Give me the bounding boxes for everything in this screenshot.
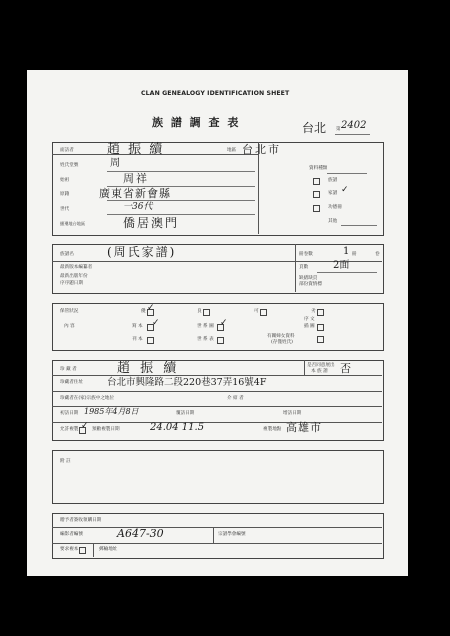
- notes-remark-label: 附 註: [60, 459, 71, 464]
- introducer-label: 介 紹 者: [227, 396, 244, 401]
- tablet-label: 家譜: [328, 191, 338, 196]
- first-visit-value: 1985年4月8日: [84, 407, 139, 416]
- tablet-checkbox[interactable]: [313, 191, 320, 198]
- illustration-label: 插 圖: [304, 324, 315, 329]
- generation-label: 世代: [60, 207, 70, 212]
- genealogy-title-value: (周氏家譜): [107, 245, 177, 259]
- region-value: 台北市: [242, 143, 281, 156]
- preface-date-label: 序序題日期: [60, 281, 83, 286]
- data-type-label: 資料種類: [309, 166, 328, 171]
- catalog-value: A647-30: [117, 527, 164, 540]
- editor-label: 最新版本編纂者: [60, 265, 93, 270]
- surname-value: 周: [110, 158, 120, 169]
- cond-good-checkbox[interactable]: [203, 309, 210, 316]
- cond-excellent-label: 優: [141, 309, 146, 314]
- expected-copy-label: 預敝複製日期: [92, 427, 120, 432]
- handwritten-region: 台北: [302, 121, 327, 135]
- origin-value: 廣東省新會縣: [99, 187, 171, 200]
- first-visit-label: 初訪日期: [60, 411, 79, 416]
- donor-label: 贈予者簽收領購日期: [60, 518, 102, 523]
- volumes-unit2: 卷: [375, 252, 380, 257]
- holder-value: 趙 振 續: [117, 361, 180, 376]
- lineage-table-checkbox[interactable]: [217, 337, 224, 344]
- holder-address-value: 台北市興隆路二段220巷37弄16號4F: [107, 377, 267, 388]
- handwritten-label: 寫 本: [132, 324, 143, 329]
- genealogy-checkbox[interactable]: [313, 178, 320, 185]
- allow-copy-check-mark: ✓: [81, 421, 89, 431]
- local-catalog-label: 宗譜學會編號: [218, 532, 246, 537]
- other-label: 其他: [328, 219, 338, 224]
- mail-address-label: 郵輸地址: [99, 547, 118, 552]
- ancestral-label: 功德冊: [328, 205, 342, 210]
- condition-label: 保管狀況: [60, 309, 79, 314]
- volumes-unit: 冊: [352, 252, 357, 257]
- clan-role-label: 珍藏者在(家)宗族中之地位: [60, 396, 115, 401]
- origin-label: 原籍: [60, 192, 70, 197]
- region-label: 地區: [227, 148, 237, 153]
- genealogy-sheet: [27, 70, 408, 576]
- number-prefix: 第: [336, 127, 341, 132]
- revisit-label: 覆訪日期: [176, 411, 195, 416]
- holder-address-label: 珍藏者住址: [60, 380, 83, 385]
- chinese-title: 族 譜 調 查 表: [152, 116, 241, 129]
- cond-fair-label: 可: [254, 309, 259, 314]
- publish-year-label: 最新出版年份: [60, 274, 88, 279]
- handwritten-number: 2402: [341, 120, 367, 131]
- lineage-check-mark: ✓: [220, 318, 228, 328]
- english-title: CLAN GENEALOGY IDENTIFICATION SHEET: [141, 90, 290, 97]
- illustration-checkbox[interactable]: [317, 324, 324, 331]
- lineage-table-label: 世 系 表: [197, 337, 214, 342]
- missing-sub-label: 部份資情標: [299, 282, 322, 287]
- allowed-value: 否: [340, 362, 351, 375]
- cond-poor-label: 劣: [311, 309, 316, 314]
- return-copy-checkbox[interactable]: [79, 547, 86, 554]
- women-checkbox[interactable]: [317, 336, 324, 343]
- printed-label: 刊 本: [132, 337, 143, 342]
- cond-good-label: 良: [197, 309, 202, 314]
- pages-label: 頁數: [299, 265, 309, 270]
- lineage-label: 世 系 圖: [197, 324, 214, 329]
- added-visit-label: 增訪日期: [283, 411, 302, 416]
- women-sub-label: (存僅姓氏): [271, 340, 293, 345]
- missing-label: 缺繕缺頁: [299, 276, 318, 281]
- allow-copy-label: 允許複製: [60, 427, 79, 432]
- ancestral-checkbox[interactable]: [313, 205, 320, 212]
- generation-value: 一36代: [123, 202, 153, 212]
- allowed-label: 是否同意展出: [307, 363, 335, 368]
- genealogy-label: 族譜: [328, 178, 338, 183]
- copy-place-label: 複製地點: [263, 427, 282, 432]
- expected-copy-value: 24.04 11.5: [150, 422, 205, 433]
- surname-label: 姓氏堂號: [60, 163, 79, 168]
- migration-label: 播遷地台地區: [60, 221, 86, 226]
- return-copy-label: 要求複本: [60, 547, 79, 552]
- tablet-check-mark: ✓: [341, 185, 349, 195]
- content-label: 內 容: [64, 324, 75, 329]
- holder-label: 珍 藏 者: [60, 367, 77, 372]
- migration-value: 僑居澳門: [123, 216, 180, 230]
- allowed-sub-label: 本 族 譜: [311, 369, 328, 374]
- copy-place-value: 高雄市: [286, 421, 322, 434]
- women-label: 有關婦女資料: [267, 334, 295, 339]
- ancestor-label: 始祖: [60, 178, 70, 183]
- ancestor-value: 周祥: [123, 172, 149, 185]
- printed-checkbox[interactable]: [147, 337, 154, 344]
- genealogy-title-label: 族譜名: [60, 252, 74, 257]
- catalog-label: 編影者編號: [60, 532, 83, 537]
- cond-excellent-check-mark: ✓: [147, 303, 155, 313]
- interviewer-label: 面訪者: [60, 148, 74, 153]
- volumes-label: 冊卷數: [299, 252, 313, 257]
- cond-fair-checkbox[interactable]: [260, 309, 267, 316]
- section-notes: [52, 450, 384, 504]
- volumes-value: 1: [343, 246, 350, 257]
- cond-poor-checkbox[interactable]: [317, 309, 324, 316]
- interviewer-value: 趙 振 續: [107, 142, 165, 157]
- notes-label: 序 文: [304, 317, 315, 322]
- handwritten-check-mark: ✓: [152, 318, 160, 328]
- pages-value: 2面: [333, 260, 350, 271]
